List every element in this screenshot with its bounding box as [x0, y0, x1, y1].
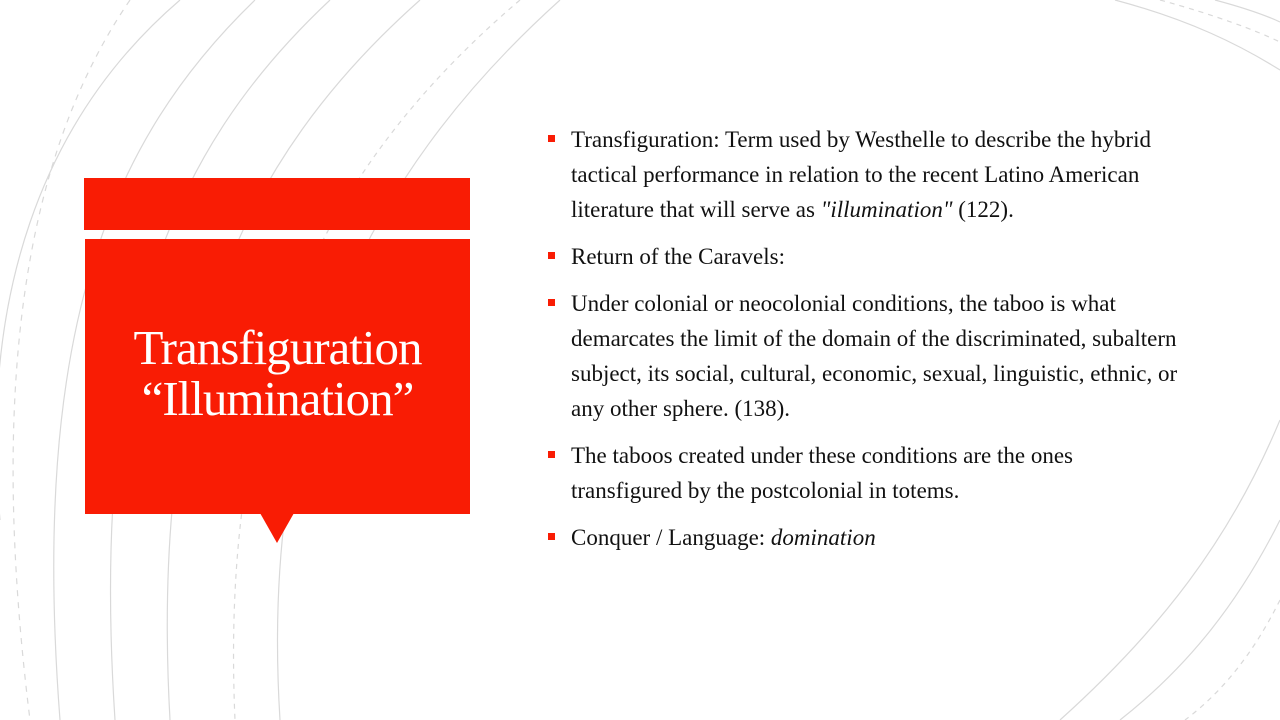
title-accent-bar [84, 178, 470, 230]
bullet-item [548, 122, 1188, 227]
bullet-item [548, 286, 1188, 426]
bullet-text: The taboos created under these conditions are the ones transfigured by the postcolonial in totems. [571, 443, 1073, 503]
bullet-text-after: (122). [952, 197, 1014, 222]
bullet-list [548, 122, 1188, 567]
bullet-square-icon [548, 135, 555, 142]
bullet-text: Transfiguration: Term used by Westhelle to describe the hybrid tactical performance in relation to the recent Latino American literature that will serve as [571, 127, 1151, 222]
bullet-square-icon [548, 533, 555, 540]
callout-pointer [260, 513, 294, 543]
bullet-emphasis: domination [770, 525, 876, 550]
bullet-text: Return of the Caravels: [571, 244, 785, 269]
bullet-item [548, 239, 1188, 274]
bullet-square-icon [548, 451, 555, 458]
bullet-square-icon [548, 299, 555, 306]
bullet-emphasis: "illumination" [820, 197, 953, 222]
bullet-square-icon [548, 252, 555, 259]
bullet-text: Under colonial or neocolonial conditions, the taboo is what demarcates the limit of the domain of the discriminated, subaltern subject, its social, cultural, economic, sexual, linguistic, ethnic, or any other sphere. (138). [571, 291, 1178, 421]
title-callout [85, 239, 470, 514]
slide-title [133, 319, 422, 426]
bullet-item [548, 520, 1188, 555]
bullet-item [548, 438, 1188, 508]
slide-title-line-2: “Illumination” [141, 370, 414, 426]
slide-title-line-1: Transfiguration [133, 319, 422, 375]
bullet-text: Conquer / Language: [571, 525, 771, 550]
